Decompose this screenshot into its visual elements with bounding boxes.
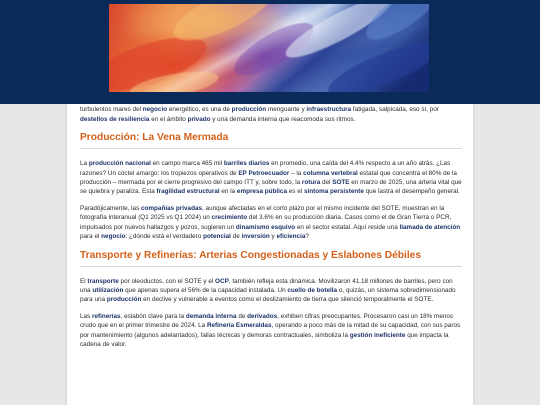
paragraph-text: que impacta la cadena de valor. [80,331,449,349]
emphasis-text: SOTE [332,178,350,186]
emphasis-text: llamada de atención [399,223,461,231]
paragraph-text: El [80,277,88,285]
paragraph-text: del [320,178,333,186]
section-divider [80,148,462,149]
transporte-paragraph-2 [80,312,462,349]
emphasis-text: utilización [92,287,124,295]
emphasis-text: producción nacional [88,160,151,168]
emphasis-text: Refinería Esmeraldas [206,322,272,330]
transporte-paragraph-1 [80,277,462,305]
paragraph-text: menguante y [266,106,307,114]
produccion-paragraph-1 [80,159,462,196]
emphasis-text: columna vertebral [303,169,358,177]
emphasis-text: infraestructura [306,106,352,114]
emphasis-text: eficiencia [276,232,306,240]
emphasis-text: barriles diarios [223,160,270,168]
emphasis-text: crecimiento [211,214,248,222]
paragraph-text: que lastra el desempeño general. [363,188,460,196]
paragraph-text: es el [287,188,304,196]
paragraph-text: en promedio, una caída del 4.4% respecto a un año atrás. ¿Las razones? Un cóctel amargo: los tropiezos operativos de [80,160,451,177]
paragraph-text: , exhiben cifras preocupantes. Procesaron casi un 18% menos crudo que en el primer trimestre de 2024. La [80,313,454,330]
paragraph-text: Las [80,313,92,321]
paragraph-text: en el ámbito [149,115,188,123]
paragraph-text: o, quizás, un sistema sobredimensionado para una [80,287,456,304]
paragraph-text: , también refleja esta dinámica. Movilizaron 41.18 millones de barriles, pero con una [80,277,453,295]
paragraph-text: ? [305,232,309,240]
paragraph-text: de [236,313,248,321]
paragraph-text: : ¿dónde está el verdadero [125,232,204,240]
paragraph-text: de [230,232,242,240]
emphasis-text: negocio [101,232,126,240]
section-heading-transporte: Transporte y Refinerías: Arterias Congestionadas y Eslabones Débiles [80,249,422,261]
emphasis-text: derivados [247,313,278,321]
paragraph-text: en marzo de 2025, una arteria vital que se quiebra y paraliza. Esta [80,178,462,196]
emphasis-text: demanda interna [185,313,237,321]
emphasis-text: transporte [87,277,119,285]
emphasis-text: cuello de botella [287,287,338,295]
paragraph-text: Paradójicamente, las [80,205,142,213]
paragraph-text: energético, es una de [167,106,232,114]
emphasis-text: compañías privadas [141,205,203,213]
emphasis-text: privado [187,115,211,123]
paragraph-text: turbulentos mares del [80,106,142,114]
paragraph-text: , eslabón clave para la [120,313,186,321]
paragraph-text: en declive y vulnerable a eventos como el deslizamiento de tierra que silenció temporalmente el SOTE. [141,296,434,304]
emphasis-text: destellos de resiliencia [80,115,150,123]
paragraph-text: La [80,160,89,168]
section-divider [80,266,462,267]
emphasis-text: rotura [301,178,321,186]
emphasis-text: producción [106,296,142,304]
paragraph-text: en la [219,188,237,196]
emphasis-text: dinamismo esquivo [235,223,296,231]
paragraph-text: y [269,232,277,240]
emphasis-text: producción [231,106,267,114]
produccion-paragraph-2 [80,204,462,241]
emphasis-text: gestión ineficiente [349,331,406,339]
paragraph-text: por oleoductos, con el SOTE y el [118,277,216,285]
emphasis-text: EP Petroecuador [238,169,290,177]
paragraph-text: , operando a poco más de la mitad de su capacidad, con sus paros por mantenimiento (algunos adelantados), fallas técnicas y demoras contractuales, simboliza la [80,322,461,339]
header-banner [0,0,540,104]
emphasis-text: OCP [215,277,229,285]
article-body [80,96,462,357]
paragraph-text: que apenas supera el 56% de la capacidad instalada. Un [123,287,288,295]
emphasis-text: síntoma persistente [303,188,364,196]
emphasis-text: negocio [142,106,168,114]
paragraph-text: del 3.6% en su producción diaria. Casos como el de Gran Tierra o PCR, impulsados por nuevos hallazgos y pozos, sugieren un [80,214,452,231]
emphasis-text: potencial [203,232,231,240]
section-heading-produccion: Producción: La Vena Mermada [80,132,229,144]
emphasis-text: fragilidad estructural [156,188,220,196]
paragraph-text: en el sector estatal. Aquí reside una [295,223,400,231]
abstract-painting-image [109,4,429,92]
paragraph-text: , aunque afectadas en el corto plazo por el mismo incidente del SOTE, muestran en la fotografía interanual (Q1 2025 vs Q1 2024) un [80,205,445,222]
emphasis-text: empresa pública [236,188,287,196]
paragraph-text: para el [80,232,102,240]
paragraph-text: fatigada, salpicada, eso sí, por [351,106,439,114]
paragraph-text: – la [289,169,304,177]
paragraph-text: en campo marca 465 mil [150,160,224,168]
paragraph-text: y una demanda interna que reacomoda sus ritmos. [210,115,356,123]
paragraph-text: estatal que concentra el 80% de la producción – mermada por el cierre progresivo del campo ITT y, sobre todo, la [80,169,457,186]
emphasis-text: inversión [241,232,270,240]
emphasis-text: refinerías [92,313,121,321]
